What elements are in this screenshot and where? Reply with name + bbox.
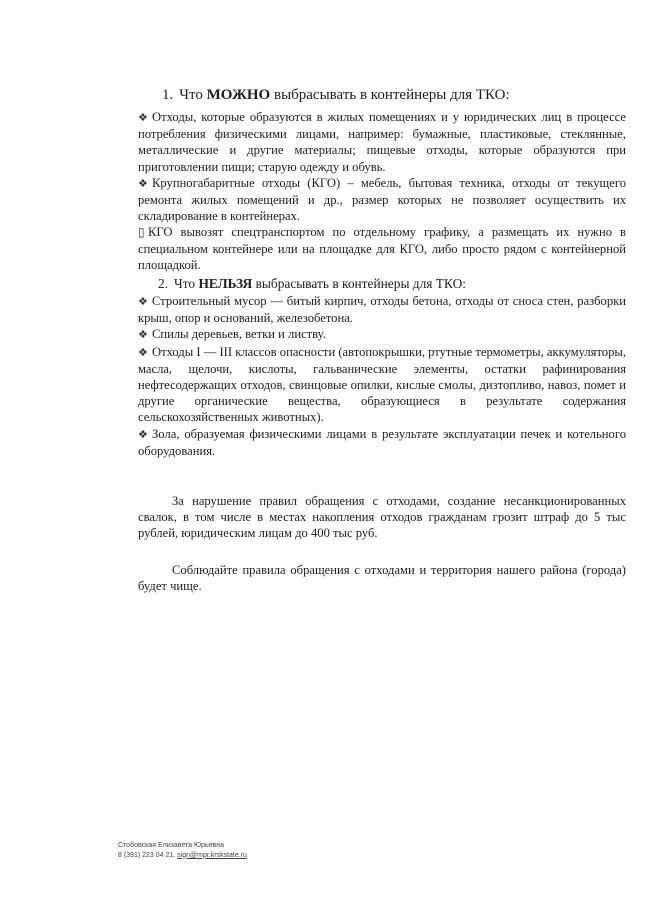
footer-contact: [118, 841, 247, 860]
diamond-bullet-icon: ❖: [138, 428, 148, 441]
diamond-bullet-icon: ❖: [138, 346, 148, 359]
footer-name: Стобовская Елизавета Юрьевна: [118, 842, 224, 849]
section-2-item: [138, 326, 626, 343]
section-2-heading: [158, 275, 626, 292]
document-body: [138, 86, 626, 594]
section-2-item: [138, 344, 626, 426]
section-1-item-text: Отходы, которые образуются в жилых помещениях и у юридических лиц в процессе потребления физическими лицами, например: бумажные, пластиковые, стеклянные, металлические и другие материалы; пищевые отходы, которые образуются при приготовлении пищи; старую одежду и обувь.: [138, 110, 626, 174]
section-2-item-text: Спилы деревьев, ветки и листву.: [152, 327, 326, 342]
section-2-title-pre: Что: [174, 276, 196, 292]
diamond-bullet-icon: ❖: [138, 329, 148, 342]
section-2-number: 2.: [158, 276, 169, 292]
penalty-paragraph: За нарушение правил обращения с отходами, создание несанкционированных свалок, в том числе в местах накопления отходов гражданам грозит штраф до 5 тыс рублей, юридическим лицам до 400 тыс руб.: [138, 494, 626, 541]
section-2-item-text: Строительный мусор — битый кирпич, отходы бетона, отходы от сноса стен, разборки крыш, опор и оснований, железобетона.: [138, 294, 626, 326]
section-1-item: [138, 109, 626, 175]
section-1-title-pre: Что: [179, 87, 203, 103]
section-1-title-post: выбрасывать в контейнеры для ТКО:: [273, 87, 510, 103]
footer-email: sign@mpr.krskstate.ru: [177, 851, 247, 859]
diamond-bullet-icon: ❖: [138, 177, 148, 190]
section-2-title-bold: НЕЛЬЗЯ: [198, 276, 253, 292]
pin-icon: ▯: [138, 225, 145, 240]
section-2-item: [138, 426, 626, 459]
section-1-item-text: КГО вывозят спецтранспортом по отдельному графику, а размещать их нужно в специальном контейнере или на площадке для КГО, либо просто рядом с контейнерной площадкой.: [138, 225, 626, 272]
section-2-title-post: выбрасывать в контейнеры для ТКО:: [255, 276, 466, 292]
section-1-item: [138, 175, 626, 225]
section-2-item-text: Отходы I — III классов опасности (автопокрышки, ртутные термометры, аккумуляторы, масла, щелочи, кислоты, гальванические элементы, остатки рафинирования нефтесодержащих отходов, свинцовые опилки, кислые смолы, дизтопливо, навоз, помет и другие органические вещества, образующиеся в результате содержания сельскохозяйственных животных).: [138, 344, 626, 425]
diamond-bullet-icon: ❖: [138, 296, 148, 309]
diamond-bullet-icon: ❖: [138, 112, 148, 124]
section-1-item: [138, 224, 626, 273]
section-2-item: [138, 293, 626, 326]
section-1-heading: [162, 86, 626, 105]
section-2-item-text: Зола, образуемая физическими лицами в результате эксплуатации печек и котельного оборудования.: [138, 426, 626, 458]
section-1-number: 1.: [162, 87, 174, 103]
closing-paragraph: Соблюдайте правила обращения с отходами и территория нашего района (города) будет чище.: [138, 562, 626, 593]
section-1-title-bold: МОЖНО: [206, 87, 271, 103]
section-1-item-text: Крупногабаритные отходы (КГО) – мебель, бытовая техника, отходы от текущего ремонта жилых помещений и др., размер которых не позволяет осуществить их складирование в контейнерах.: [138, 175, 626, 224]
footer-contact-line: [118, 851, 247, 861]
footer-phone: 8 (391) 223 04 21,: [118, 851, 176, 859]
